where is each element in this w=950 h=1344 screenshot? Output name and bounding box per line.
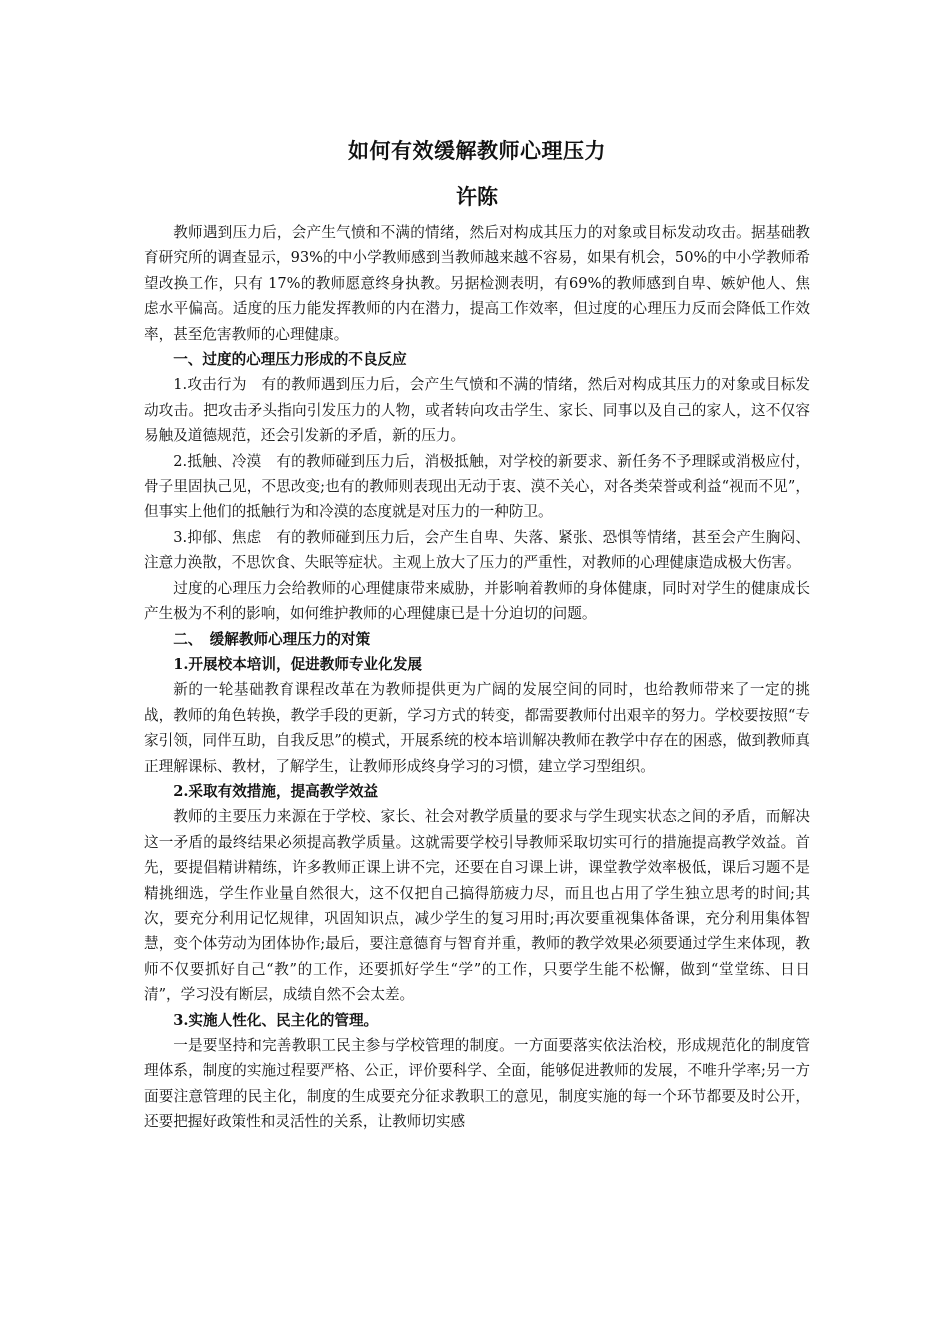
body-paragraph: 1.攻击行为 有的教师遇到压力后，会产生气愤和不满的情绪，然后对构成其压力的对象或目标发动攻击。把攻击矛头指向引发压力的人物，或者转向攻击学生、家长、同事以及自己的家人，这不仅容易触及道德规范，还会引发新的矛盾，新的压力。 [144,376,810,445]
body-paragraph: 过度的心理压力会给教师的心理健康带来威胁，并影响着教师的身体健康，同时对学生的健康成长产生极为不利的影响，如何维护教师的心理健康已是十分迫切的问题。 [144,579,810,623]
document-content [144,220,810,1135]
document-title: 如何有效缓解教师心理压力 [348,139,606,163]
body-paragraph: 新的一轮基础教育课程改革在为教师提供更为广阔的发展空间的同时，也给教师带来了一定的挑战，教师的角色转换，教学手段的更新，学习方式的转变，都需要教师付出艰辛的努力。学校要按照“专家引领，同伴互助，自我反思”的模式，开展系统的校本培训解决教师在教学中存在的困惑，做到教师真正理解课标、教材，了解学生，让教师形成终身学习的习惯，建立学习型组织。 [144,681,810,775]
body-paragraph: 一是要坚持和完善教职工民主参与学校管理的制度。一方面要落实依法治校，形成规范化的制度管理体系，制度的实施过程要严格、公正，评价要科学、全面，能够促进教师的发展，不唯升学率;另一方面要注意管理的民主化，制度的生成要充分征求教职工的意见，制度实施的每一个环节都要及时公开，还要把握好政策性和灵活性的关系，让教师切实感 [144,1037,810,1131]
body-paragraph: 3.抑郁、焦虑 有的教师碰到压力后，会产生自卑、失落、紧张、恐惧等情绪，甚至会产生胸闷、注意力涣散，不思饮食、失眠等症状。主观上放大了压力的严重性，对教师的心理健康造成极大伤害。 [144,528,810,572]
body-paragraph: 2.抵触、冷漠 有的教师碰到压力后，消极抵触，对学校的新要求、新任务不予理睬或消极应付，骨子里固执己见，不思改变;也有的教师则表现出无动于衷、漠不关心，对各类荣誉或利益“视而不见”，但事实上他们的抵触行为和冷漠的态度就是对压力的一种防卫。 [144,452,810,521]
section-heading: 3.实施人性化、民主化的管理。 [173,1011,379,1029]
document-body [144,132,810,1135]
section-heading: 一、过度的心理压力形成的不良反应 [173,351,407,369]
document-author: 许陈 [456,185,498,209]
body-paragraph: 教师的主要压力来源在于学校、家长、社会对教学质量的要求与学生现实状态之间的矛盾，而解决这一矛盾的最终结果必须提高教学质量。这就需要学校引导教师采取切实可行的措施提高教学效益。首先，要提倡精讲精练，许多教师正课上讲不完，还要在自习课上讲，课堂教学效率极低，课后习题不是精挑细选，学生作业量自然很大，这不仅把自己搞得筋疲力尽，而且也占用了学生独立思考的时间;其次，要充分利用记忆规律，巩固知识点，减少学生的复习用时;再次要重视集体备课，充分利用集体智慧，变个体劳动为团体协作;最后，要注意德育与智育并重，教师的教学效果必须要通过学生来体现，教师不仅要抓好自己“教”的工作，还要抓好学生“学”的工作，只要学生能不松懈，做到“堂堂练、日日清”，学习没有断层，成绩自然不会太差。 [144,808,810,1004]
body-paragraph: 教师遇到压力后，会产生气愤和不满的情绪，然后对构成其压力的对象或目标发动攻击。据基础教育研究所的调查显示，93%的中小学教师感到当教师越来越不容易，如果有机会，50%的中小学教师希望改换工作，只有 17%的教师愿意终身执教。另据检测表明，有69%的教师感到自卑、嫉妒他人、焦虑水平偏高。适度的压力能发挥教师的内在潜力，提高工作效率，但过度的心理压力反而会降低工作效率，甚至危害教师的心理健康。 [144,224,810,343]
section-heading: 二、 缓解教师心理压力的对策 [173,630,371,648]
section-heading: 2.采取有效措施，提高教学效益 [173,782,379,800]
section-heading: 1.开展校本培训，促进教师专业化发展 [173,655,422,673]
